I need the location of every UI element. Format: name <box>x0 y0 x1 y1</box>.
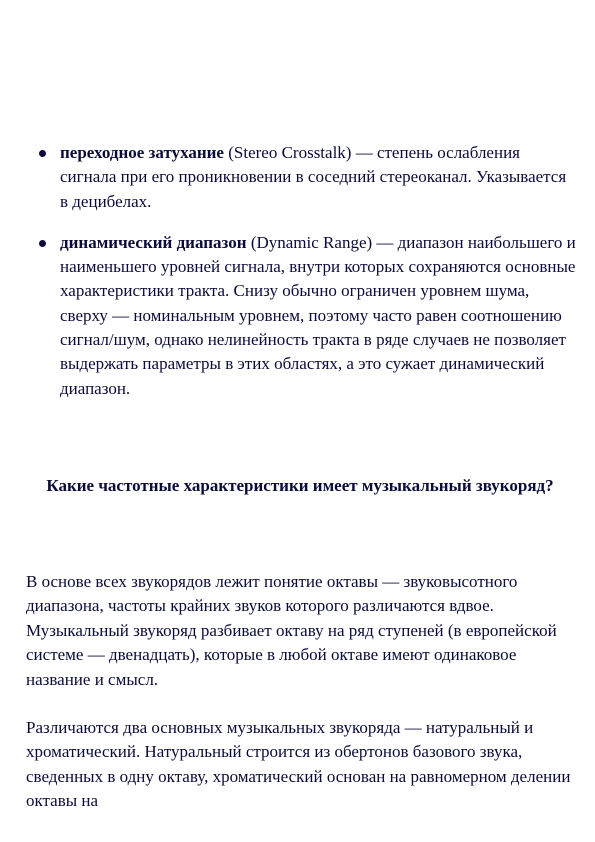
section-heading: Какие частотные характеристики имеет музыкальный звукоряд? <box>46 476 554 495</box>
bullet-icon <box>39 150 46 157</box>
list-item-stereo-crosstalk <box>36 141 576 214</box>
definition-list <box>36 141 576 418</box>
term-dynamic-range: динамический диапазон <box>60 232 247 252</box>
definition-stereo-crosstalk: (Stereo Crosstalk) — степень ослабления сигнала при его проникновении в соседний стереоканал. Указывается в децибелах. <box>60 143 567 211</box>
paragraph-scales: Различаются два основных музыкальных звукоряда — натуральный и хроматический. Натуральный строится из обертонов базового звука, сведенных в одну октаву, хроматический основан на равномерном делении октавы на <box>26 718 571 811</box>
bullet-icon <box>39 240 46 247</box>
definition-dynamic-range: (Dynamic Range) — диапазон наибольшего и наименьшего уровней сигнала, внутри которых сохраняются основные характеристики тракта. Снизу обычно ограничен уровнем шума, сверху — номинальным уровнем, поэтому часто равен соотношению сигнал/шум, однако нелинейность тракта в ряде случаев не позволяет выдержать параметры в этих областях, а это сужает динамический диапазон. <box>60 232 576 398</box>
term-stereo-crosstalk: переходное затухание <box>60 143 224 162</box>
paragraph-octave: В основе всех звукорядов лежит понятие октавы — звуковысотного диапазона, частоты крайних звуков которого различаются вдвое. Музыкальный звукоряд разбивает октаву на ряд ступеней (в европейской системе — двенадцать), которые в любой октаве имеют одинаковое название и смысл. <box>26 572 557 689</box>
list-item-dynamic-range <box>36 231 576 401</box>
